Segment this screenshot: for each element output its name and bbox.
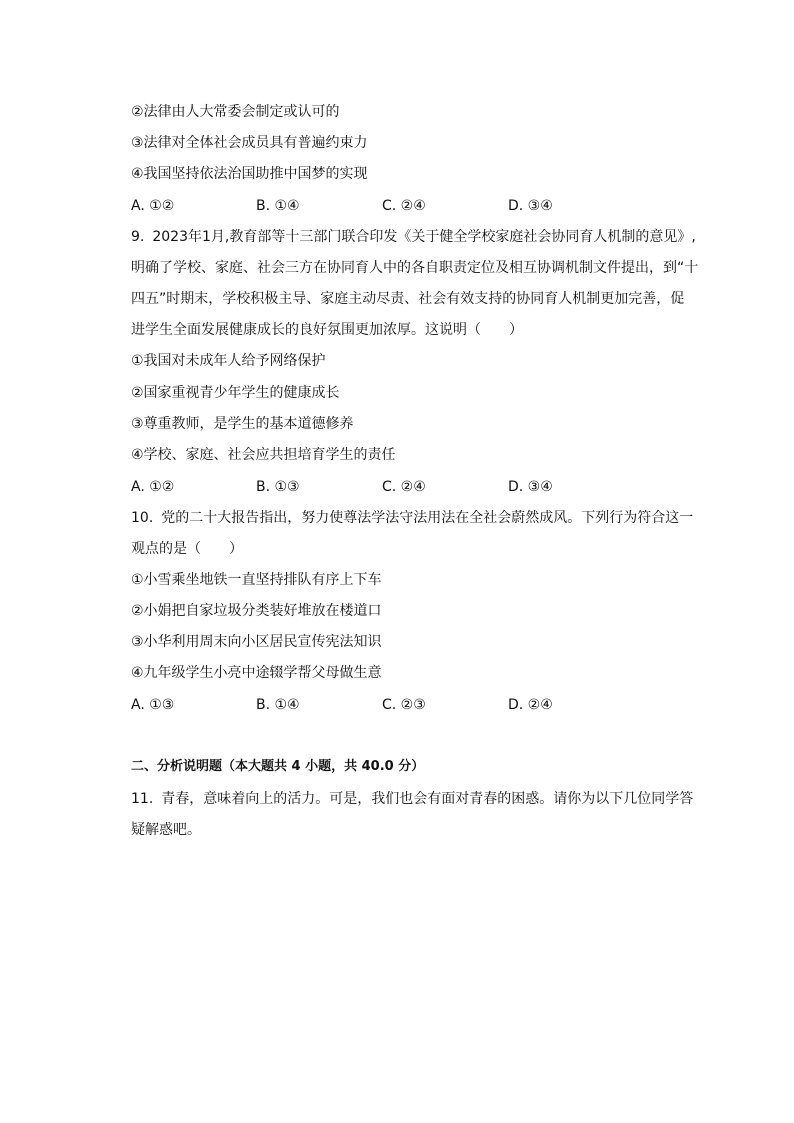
q8-option-a: A. ①② (131, 198, 175, 214)
q9-stem-text-1: 2023年1月,教育部等十三部门联合印发《关于健全学校家庭社会协同育人机制的意见》, (152, 229, 696, 245)
q10-option-c: C. ②③ (382, 697, 426, 713)
q8-option-d: D. ③④ (508, 198, 553, 214)
q10-stem-line-1 (131, 508, 693, 528)
q9-option-b: B. ①③ (256, 479, 300, 495)
q8-options (131, 196, 691, 216)
q9-item-3: ③尊重教师，是学生的基本道德修养 (131, 416, 354, 432)
q9-option-c: C. ②④ (382, 479, 426, 495)
q10-item-3: ③小华利用周末向小区居民宣传宪法知识 (131, 634, 382, 650)
q8-option-b: B. ①④ (256, 198, 300, 214)
q10-option-a: A. ①③ (131, 697, 175, 713)
q11-stem-line-2: 疑解惑吧。 (131, 822, 201, 838)
q10-options (131, 695, 691, 715)
q10-stem-text-1: 党的二十大报告指出，努力使尊法学法守法用法在全社会蔚然成风。下列行为符合这一 (161, 510, 694, 526)
q10-option-d: D. ②④ (508, 697, 553, 713)
q9-stem-line-2: 明确了学校、家庭、社会三方在协同育人中的各自职责定位及相互协调机制文件提出，到“十 (131, 260, 699, 276)
q8-option-c: C. ②④ (382, 198, 426, 214)
q10-item-4: ④九年级学生小亮中途辍学帮父母做生意 (131, 665, 382, 681)
q10-item-2: ②小娟把自家垃圾分类装好堆放在楼道口 (131, 603, 382, 619)
q8-item-3: ③法律对全体社会成员具有普遍约束力 (131, 135, 368, 151)
q9-number: 9. (131, 229, 145, 245)
q8-item-4: ④我国坚持依法治国助推中国梦的实现 (131, 166, 368, 182)
q11-number: 11. (131, 791, 154, 807)
q9-stem-line-4: 进学生全面发展健康成长的良好氛围更加浓厚。这说明（ ） (131, 322, 523, 338)
q9-item-2: ②国家重视青少年学生的健康成长 (131, 385, 340, 401)
q9-item-1: ①我国对未成年人给予网络保护 (131, 353, 326, 369)
q9-option-d: D. ③④ (508, 479, 553, 495)
q11-stem-text-1: 青春，意味着向上的活力。可是，我们也会有面对青春的困惑。请你为以下几位同学答 (161, 791, 694, 807)
q11-stem-line-1 (131, 789, 693, 809)
q9-item-4: ④学校、家庭、社会应共担培育学生的责任 (131, 447, 396, 463)
q10-item-1: ①小雪乘坐地铁一直坚持排队有序上下车 (131, 572, 382, 588)
q9-stem-line-3: 四五”时期末，学校积极主导、家庭主动尽责、社会有效支持的协同育人机制更加完善，促 (131, 291, 685, 307)
section-2-heading: 二、分析说明题（本大题共 4 小题，共 40.0 分） (131, 759, 425, 774)
q10-option-b: B. ①④ (256, 697, 300, 713)
q9-option-a: A. ①② (131, 479, 175, 495)
q8-item-2: ②法律由人大常委会制定或认可的 (131, 104, 340, 120)
q10-stem-line-2: 观点的是（ ） (131, 541, 243, 557)
q9-stem-line-1 (131, 227, 696, 247)
q10-number: 10. (131, 510, 154, 526)
q9-options (131, 477, 691, 497)
